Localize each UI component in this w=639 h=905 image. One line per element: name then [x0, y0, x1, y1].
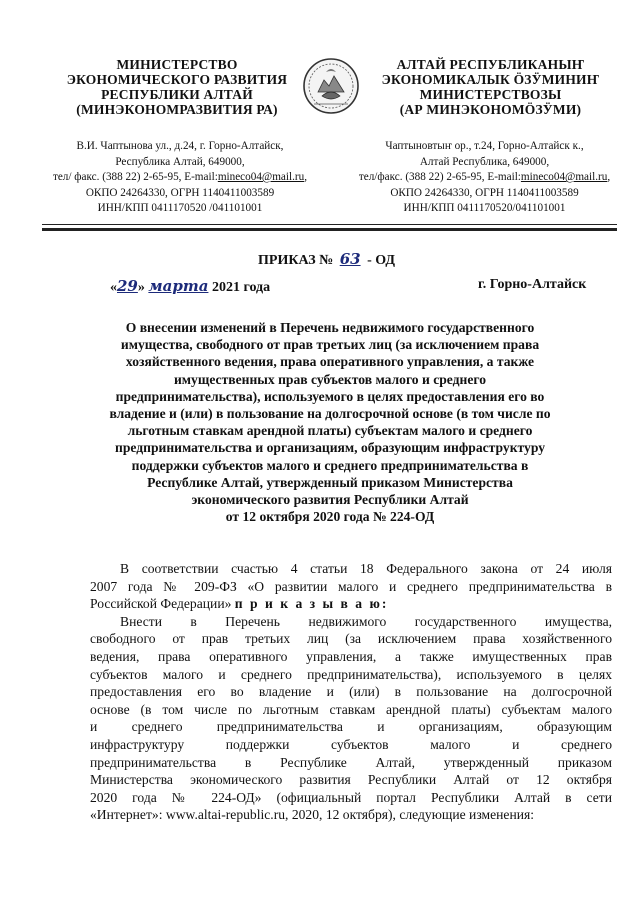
comma: , [304, 171, 308, 183]
address-line: Чаптыновтыҥ ор., т.24, Горно-Алтайск к., [385, 140, 584, 152]
order-title [60, 319, 600, 525]
title-line: предпринимательства), используемого в целях предоставления его во [115, 388, 545, 404]
body-line: Внести в Перечень недвижимого государственного имущества, [120, 613, 612, 629]
title-line: владение и (или) в пользование на долгосрочной основе (в том числе по [109, 406, 551, 422]
ministry-name-alt-line: ЭКОНОМИКАЛЫК ÖЗӰМИНИҤ [381, 72, 600, 87]
body-paragraph-1-cont [90, 578, 612, 613]
title-line: экономического развития Республики Алтай [191, 492, 469, 508]
address-line: ОКПО 24264330, ОГРН 1140411003589 [390, 186, 579, 199]
comma: , [607, 171, 611, 183]
header-divider-thin [42, 224, 617, 225]
body-line: субъектов малого и среднего предпринимательства), используемого в целях [90, 666, 612, 682]
ministry-name-ru-line: (МИНЭКОНОМРАЗВИТИЯ РА) [76, 102, 278, 117]
title-line: Республике Алтай, утвержденный приказом Министерства [147, 474, 513, 490]
address-block-left [40, 139, 320, 217]
address-line: ИНН/КПП 0411170520 /041101001 [97, 202, 263, 214]
title-line: предпринимательства и организациям, образующим инфраструктуру [114, 440, 546, 456]
address-block-right [342, 139, 627, 217]
body-paragraph-1 [90, 560, 612, 578]
address-line: ИНН/КПП 0411170520/041101001 [403, 202, 566, 214]
header-divider-thick [42, 228, 617, 231]
title-line: хозяйственного ведения, права оперативного управления, а также [125, 354, 535, 370]
phone-label: тел/ факс. (388 22) 2-65-95, E-mail: [52, 171, 218, 183]
title-line: имущества, свободного от прав третьих лиц (за исключением права [120, 337, 540, 353]
order-suffix: - ОД [367, 253, 396, 268]
title-line: поддержки субъектов малого и среднего предпринимательства в [131, 457, 529, 473]
body-line [90, 595, 612, 613]
body-text: Российской Федерации» [90, 596, 232, 612]
ministry-name-alt-line: (АР МИНЭКОНОМÖЗӰМИ) [399, 102, 582, 117]
date-open-quote: « [110, 280, 117, 295]
order-month: марта [148, 277, 209, 295]
body-line: основе (в том числе по льготным ставкам арендной платы) субъектам малого [90, 701, 612, 717]
ministry-name-alt-line: МИНИСТЕРСТВОЗЫ [419, 87, 562, 102]
body-line: В соответствии счастью 4 статьи 18 Федерального закона от 24 июля [120, 561, 612, 576]
address-line: Республика Алтай, 649000, [115, 155, 245, 168]
body-line: ведения, права оперативного управления, а также имущественных прав [90, 648, 612, 664]
order-heading [258, 250, 395, 269]
address-line [40, 170, 320, 186]
order-day: 29 [117, 277, 138, 295]
body-line: 2020 года № 224-ОД» (официальный портал Республики Алтай в сети [90, 789, 612, 805]
ministry-name-ru [52, 57, 302, 117]
email-link[interactable]: mineco04@mail.ru [520, 171, 608, 183]
body-paragraph-2 [90, 613, 612, 824]
phone-label: тел/факс. (388 22) 2-65-95, E-mail: [358, 171, 521, 183]
order-date [110, 277, 270, 296]
ministry-name-ru-line: РЕСПУБЛИКИ АЛТАЙ [101, 87, 253, 102]
order-number: 63 [339, 250, 361, 268]
title-line: О внесении изменений в Перечень недвижимого государственного [125, 320, 535, 335]
body-line: «Интернет»: www.altai-republic.ru, 2020, 12 октября), следующие изменения: [90, 807, 535, 823]
address-line [342, 170, 627, 186]
ministry-name-alt-line: АЛТАЙ РЕСПУБЛИКАНЫҤ [396, 57, 585, 72]
body-line: предпринимательства в Республике Алтай, утвержденный приказом [90, 754, 612, 770]
title-line: от 12 октября 2020 года № 224-ОД [225, 509, 435, 525]
body-line: Министерства экономического развития Республики Алтай от 12 октября [90, 772, 612, 788]
ministry-name-alt [368, 57, 613, 117]
title-line: льготным ставкам арендной платы) субъектам малого и среднего [127, 423, 533, 439]
body-line: инфраструктуру поддержки субъектов малого и среднего [90, 736, 612, 752]
address-line: ОКПО 24264330, ОГРН 1140411003589 [85, 186, 275, 199]
address-line: В.И. Чаптынова ул., д.24, г. Горно-Алтайск, [76, 140, 284, 152]
ministry-name-ru-line: МИНИСТЕРСТВО [116, 57, 238, 72]
body-line: и среднего предпринимательства и организациям, образующим [90, 719, 612, 735]
title-line: имущественных прав субъектов малого и среднего [173, 371, 487, 387]
coat-of-arms-emblem [300, 52, 362, 122]
order-label: ПРИКАЗ № [258, 253, 334, 268]
email-link[interactable]: mineco04@mail.ru [217, 171, 305, 183]
body-line: предоставления его во владение и (или) в пользование на долгосрочной [90, 684, 612, 700]
order-command: п р и к а з ы в а ю: [234, 596, 389, 612]
order-city: г. Горно-Алтайск [478, 277, 587, 292]
ministry-name-ru-line: ЭКОНОМИЧЕСКОГО РАЗВИТИЯ [66, 72, 288, 87]
address-line: Алтай Республика, 649000, [419, 155, 550, 168]
body-line: 2007 года № 209-ФЗ «О развитии малого и среднего предпринимательства в [90, 578, 612, 594]
order-year: 2021 года [211, 280, 271, 295]
body-line: свободного от прав третьих лиц (за исключением права хозяйственного [90, 631, 612, 647]
date-close-quote: » [137, 280, 145, 295]
